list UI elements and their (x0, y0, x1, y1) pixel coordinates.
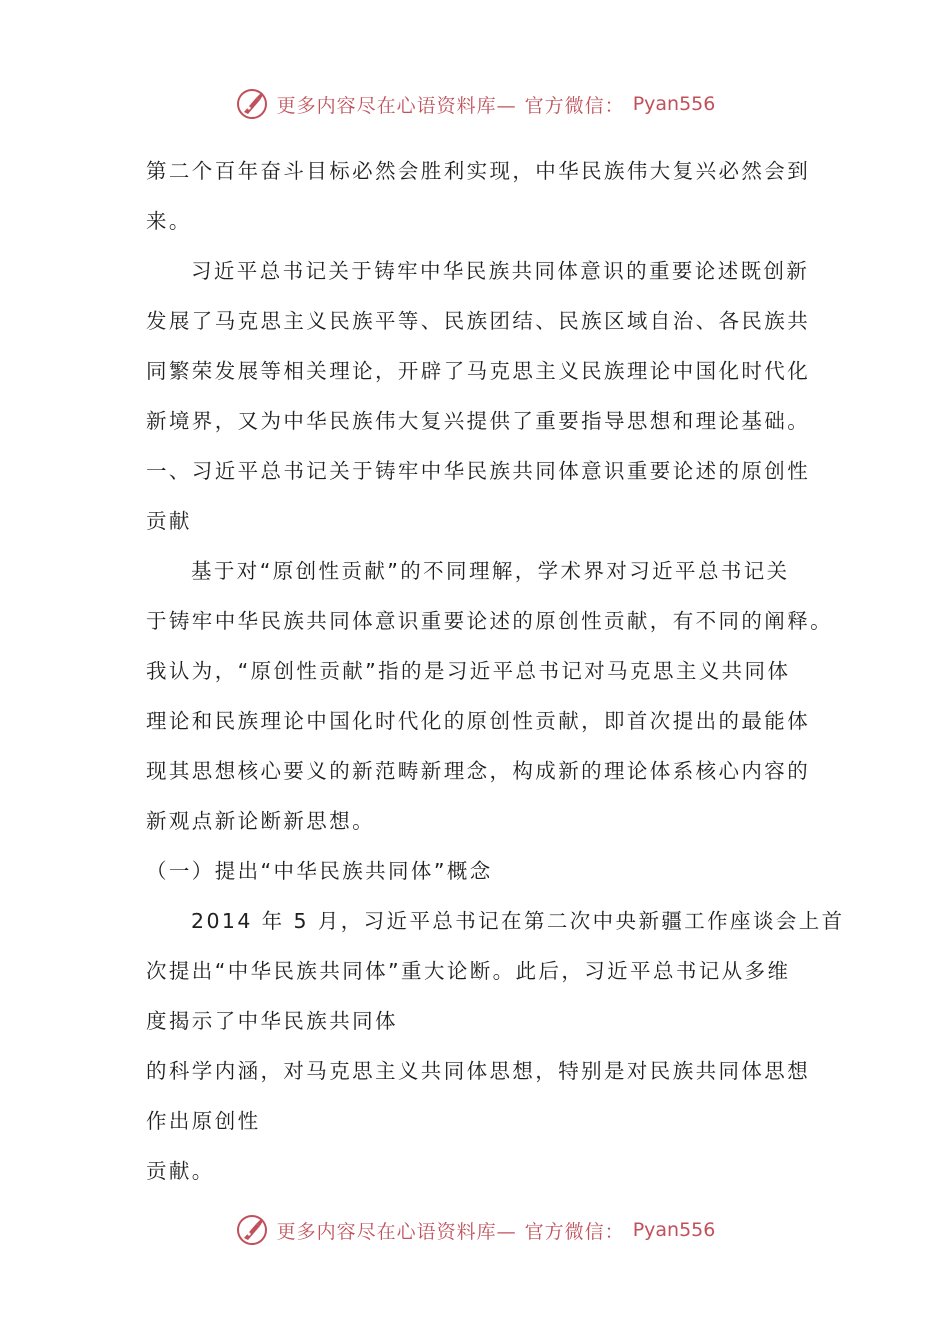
watermark-wechat-label: 官方微信： (524, 94, 625, 117)
subsection-heading: （一）提出“中华民族共同体”概念 (146, 859, 493, 883)
text-line: 我认为，“原创性贡献”指的是习近平总书记对马克思主义共同体 (146, 659, 791, 683)
text-line: 来。 (146, 209, 192, 233)
text-line: 现其思想核心要义的新范畴新理念，构成新的理论体系核心内容的 (146, 759, 811, 783)
text-line: 于铸牢中华民族共同体意识重要论述的原创性贡献，有不同的阐释。 (146, 609, 833, 633)
paragraph-start: 2014 年 5 月，习近平总书记在第二次中央新疆工作座谈会上首 (191, 909, 845, 933)
text-line: 发展了马克思主义民族平等、民族团结、民族区域自治、各民族共 (146, 309, 811, 333)
paragraph-start: 基于对“原创性贡献”的不同理解，学术界对习近平总书记关 (191, 559, 790, 583)
header-watermark (0, 84, 950, 124)
text-line: 同繁荣发展等相关理论，开辟了马克思主义民族理论中国化时代化 (146, 359, 811, 383)
watermark-wechat-id: Pyan556 (632, 1219, 716, 1241)
text-line: 新境界，又为中华民族伟大复兴提供了重要指导思想和理论基础。 (146, 409, 811, 433)
text-line: 作出原创性 (146, 1109, 261, 1133)
section-heading: 一、习近平总书记关于铸牢中华民族共同体意识重要论述的原创性 (146, 459, 811, 483)
text-line: 度揭示了中华民族共同体 (146, 1009, 398, 1033)
watermark-wechat-label: 官方微信： (524, 1220, 625, 1243)
document-body (146, 146, 845, 1196)
text-line: 贡献。 (146, 1159, 215, 1183)
text-line: 理论和民族理论中国化时代化的原创性贡献，即首次提出的最能体 (146, 709, 811, 733)
text-line: 次提出“中华民族共同体”重大论断。此后，习近平总书记从多维 (146, 959, 791, 983)
footer-watermark (0, 1210, 950, 1250)
pen-nib-logo-icon (235, 87, 269, 121)
section-heading-cont: 贡献 (146, 509, 192, 533)
pen-nib-logo-icon (235, 1213, 269, 1247)
watermark-text: 更多内容尽在心语资料库— (276, 1220, 517, 1243)
text-line: 第二个百年奋斗目标必然会胜利实现，中华民族伟大复兴必然会到 (146, 159, 811, 183)
text-line: 的科学内涵，对马克思主义共同体思想，特别是对民族共同体思想 (146, 1059, 811, 1083)
watermark-text: 更多内容尽在心语资料库— (276, 94, 517, 117)
watermark-wechat-id: Pyan556 (632, 93, 716, 115)
text-line: 新观点新论断新思想。 (146, 809, 375, 833)
paragraph-start: 习近平总书记关于铸牢中华民族共同体意识的重要论述既创新 (191, 259, 810, 283)
